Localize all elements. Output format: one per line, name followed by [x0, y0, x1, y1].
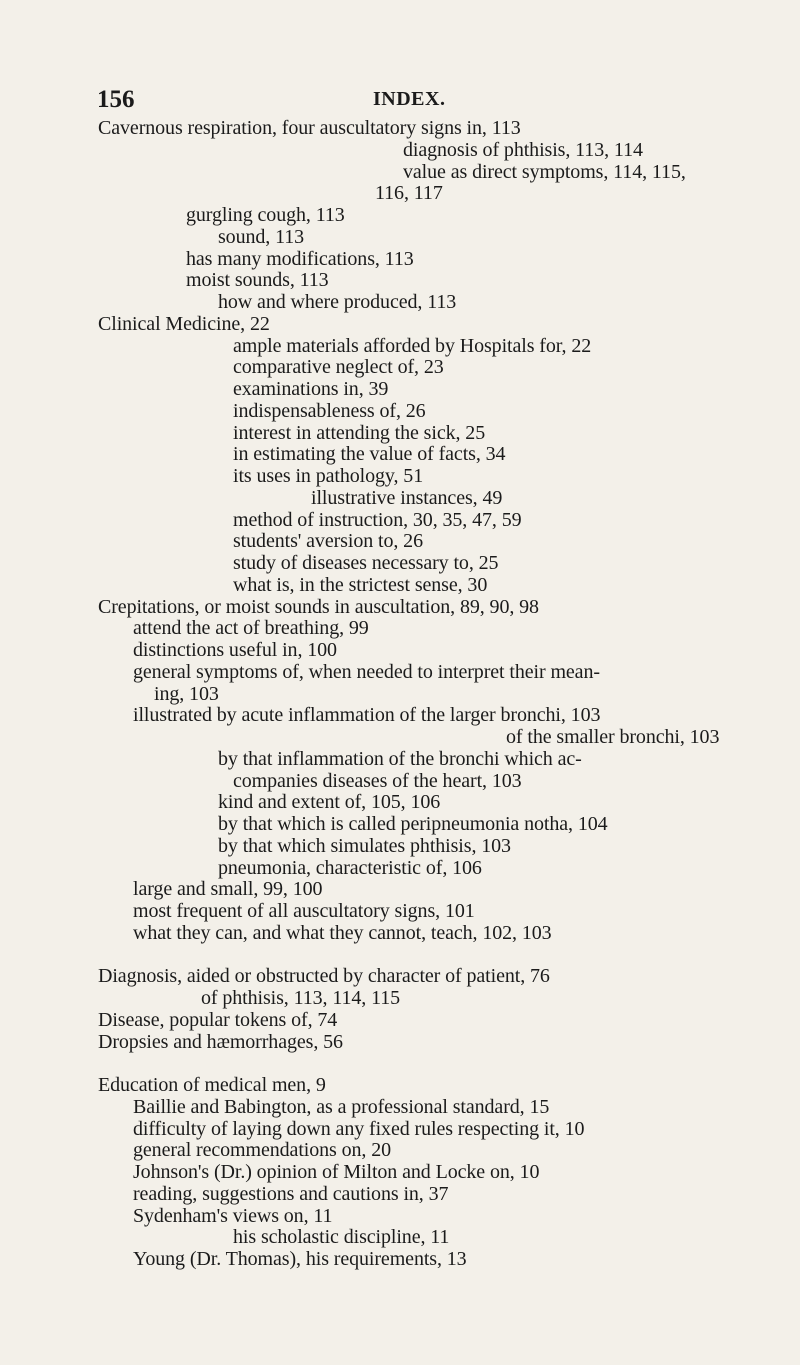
index-subentry: his scholastic discipline, 11 [233, 1226, 450, 1249]
index-heading: Dropsies and hæmorrhages, 56 [98, 1030, 343, 1053]
index-subentry: its uses in pathology, 51 [233, 465, 424, 487]
index-subentry: gurgling cough, 113 [186, 204, 345, 226]
index-subentry: kind and extent of, 105, 106 [218, 791, 441, 814]
index-subentry: most frequent of all auscultatory signs, 101 [133, 900, 475, 922]
index-subentry: study of diseases necessary to, 25 [233, 552, 499, 574]
section-gap [0, 945, 800, 967]
index-subentry: ample materials afforded by Hospitals for, 22 [233, 334, 592, 357]
index-heading: Disease, popular tokens of, 74 [98, 1008, 338, 1031]
index-subentry: by that inflammation of the bronchi which ac- [218, 747, 582, 770]
index-subentry: Baillie and Babington, as a professional standard, 15 [133, 1095, 550, 1118]
index-heading: Diagnosis, aided or obstructed by character of patient, 76 [98, 965, 550, 988]
section-gap [0, 1053, 800, 1075]
index-subentry: distinctions useful in, 100 [133, 639, 337, 661]
index-subentry: Young (Dr. Thomas), his requirements, 13 [133, 1248, 467, 1270]
index-subentry: illustrated by acute inflammation of the larger bronchi, 103 [133, 704, 601, 727]
index-subentry: students' aversion to, 26 [233, 530, 423, 553]
index-subentry: ing, 103 [154, 682, 219, 705]
index-subentry: comparative neglect of, 23 [233, 356, 444, 379]
index-subentry: what is, in the strictest sense, 30 [233, 573, 488, 596]
page-number: 156 [97, 86, 135, 113]
index-subentry: companies diseases of the heart, 103 [233, 769, 522, 792]
index-heading: Crepitations, or moist sounds in auscultation, 89, 90, 98 [98, 595, 539, 618]
index-subentry: illustrative instances, 49 [311, 486, 503, 509]
index-subentry: attend the act of breathing, 99 [133, 617, 369, 640]
index-subentry: 116, 117 [375, 182, 443, 205]
index-subentry: interest in attending the sick, 25 [233, 421, 486, 444]
index-subentry: of the smaller bronchi, 103 [506, 726, 720, 748]
index-subentry: examinations in, 39 [233, 378, 389, 400]
index-heading: Clinical Medicine, 22 [98, 312, 270, 335]
index-entries [0, 118, 800, 1271]
index-subentry: Sydenham's views on, 11 [133, 1204, 333, 1227]
index-subentry: has many modifications, 113 [186, 247, 414, 270]
index-subentry: difficulty of laying down any fixed rules respecting it, 10 [133, 1117, 585, 1140]
index-subentry: how and where produced, 113 [218, 291, 457, 313]
index-subentry: reading, suggestions and cautions in, 37 [133, 1182, 449, 1205]
index-subentry: general symptoms of, when needed to interpret their mean- [133, 660, 600, 683]
index-subentry: indispensableness of, 26 [233, 399, 426, 422]
index-heading: Education of medical men, 9 [98, 1074, 326, 1096]
index-subentry: Johnson's (Dr.) opinion of Milton and Locke on, 10 [133, 1161, 540, 1183]
index-subentry: pneumonia, characteristic of, 106 [218, 856, 482, 879]
index-subentry: of phthisis, 113, 114, 115 [201, 987, 401, 1009]
index-subentry: sound, 113 [218, 225, 305, 248]
index-subentry: by that which simulates phthisis, 103 [218, 834, 511, 857]
index-subentry: moist sounds, 113 [186, 269, 329, 292]
index-heading: Cavernous respiration, four auscultatory signs in, 113 [98, 117, 521, 139]
page-header [97, 86, 800, 116]
index-subentry: by that which is called peripneumonia notha, 104 [218, 813, 608, 835]
index-subentry: diagnosis of phthisis, 113, 114 [403, 138, 643, 161]
index-subentry: method of instruction, 30, 35, 47, 59 [233, 508, 522, 531]
index-subentry: what they can, and what they cannot, teach, 102, 103 [133, 921, 552, 944]
running-head: INDEX. [373, 88, 446, 110]
index-subentry: large and small, 99, 100 [133, 878, 323, 901]
index-subentry: value as direct symptoms, 114, 115, [403, 160, 686, 183]
index-subentry: in estimating the value of facts, 34 [233, 443, 506, 466]
index-subentry: general recommendations on, 20 [133, 1139, 392, 1162]
